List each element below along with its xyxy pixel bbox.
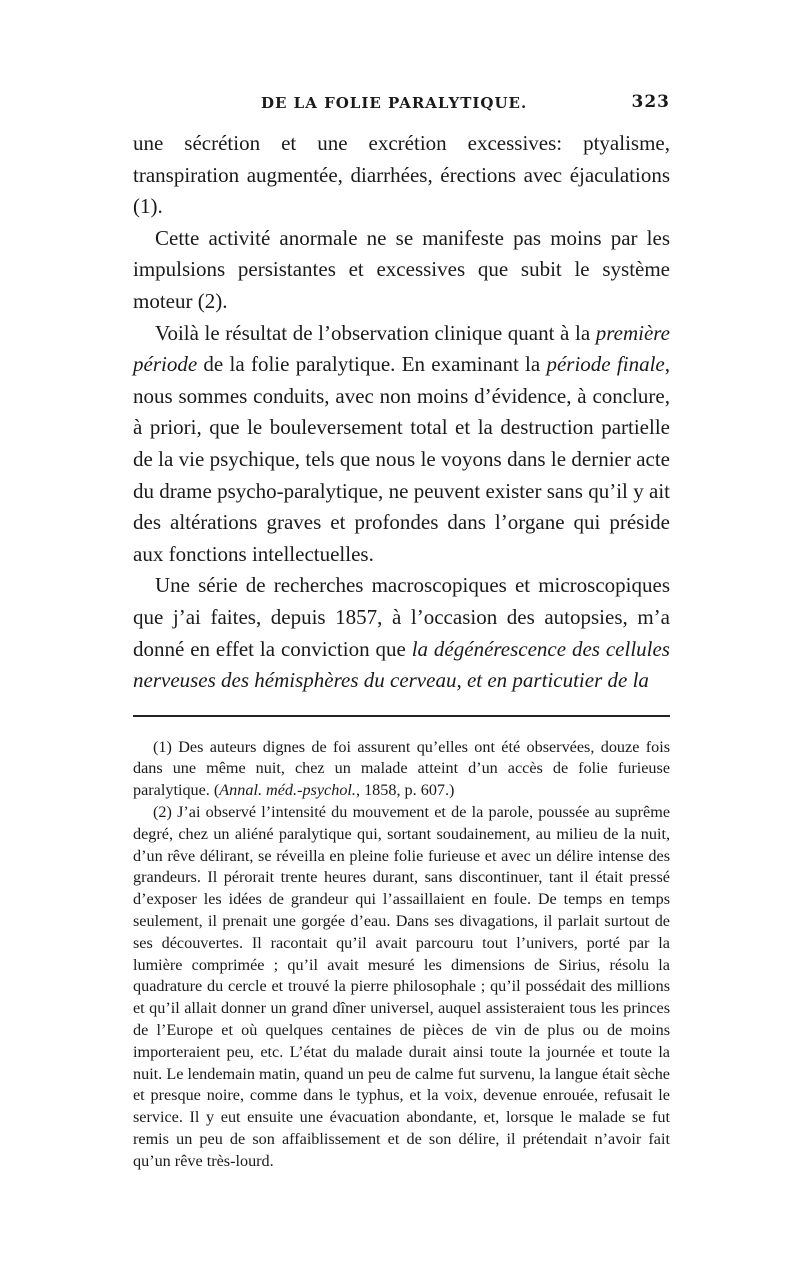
footnote-divider <box>133 715 670 717</box>
paragraph-3-italic-a: première période <box>133 320 670 377</box>
footnote-1-citation: Annal. méd.-psychol. <box>219 781 356 800</box>
page-header <box>133 92 670 122</box>
footnote-2: (2) J’ai observé l’intensité du mouvement et de la parole, poussée au suprême degré, chez un aliéné paralytique qui, sortant soudainement, au milieu de la nuit, d’un rêve délirant, se réveilla en pleine folie furieuse et avec un délire intense des grandeurs. Il pérorait trente heures durant, sans discontinuer, tant il était pressé d’exposer les idées de grandeur qui l’assaillaient en foule. De temps en temps seulement, il prenait une gorgée d’eau. Dans ses divagations, il parlait surtout de ses découvertes. Il racontait qu’il avait parcouru tout l’univers, porté par la lumière comprimée ; qu’il avait mesuré les dimensions de Sirius, résolu la quadrature du cercle et trouvé la pierre philosophale ; qu’il possédait des millions et qu’il allait donner un grand dîner universel, auquel assisteraient tous les princes de l’Europe et où quelques centaines de pièces de vin de plus ou de moins importeraient peu, etc. L’état du malade durait ainsi toute la journée et toute la nuit. Le lendemain matin, quand un peu de calme fut survenu, la langue était sèche et presque noire, comme dans le typhus, et la voix, devenue enrouée, refusait le service. Il y eut ensuite une évacuation abondante, et, lorsque le malade se fut remis un peu de son affaiblissement et de son délire, il prétendait n’avoir fait qu’un rêve très-lourd. <box>133 803 670 1170</box>
paragraph-4 <box>133 570 670 696</box>
footnote-1-text-a: (1) Des auteurs dignes de foi assurent qu’elles ont été observées, douze fois dans une même nuit, chez un malade atteint d’un accès de folie furieuse paralytique. ( <box>133 737 670 800</box>
footnote-1 <box>133 737 670 802</box>
paragraph-3-text-a: Voilà le résultat de l’observation clinique quant à la <box>155 320 596 345</box>
book-page <box>133 92 670 1173</box>
running-title: DE LA FOLIE PARALYTIQUE. <box>261 94 528 112</box>
page-number: 323 <box>631 92 670 112</box>
paragraph-1: une sécrétion et une excrétion excessives: ptyalisme, transpiration augmentée, diarrhées, érections avec éjaculations (1). <box>133 131 670 219</box>
paragraph-4-text: Une série de recherches macroscopiques et microscopiques que j’ai faites, depuis 1857, à l’occasion des autopsies, m’a donné en effet la conviction que <box>133 573 670 661</box>
paragraph-3 <box>133 318 670 571</box>
main-text <box>133 128 670 697</box>
paragraph-3-italic-b: période finale <box>546 352 665 377</box>
footnote-1-text-b: , 1858, p. 607.) <box>355 781 455 800</box>
paragraph-4-italic: la dégénérescence des cellules nerveuses des hémisphères du cerveau, et en particutier de la <box>133 636 670 693</box>
footnotes <box>133 737 670 1173</box>
paragraph-2: Cette activité anormale ne se manifeste pas moins par les impulsions persistantes et excessives que subit le système moteur (2). <box>133 225 670 313</box>
paragraph-3-text-c: , nous sommes conduits, avec non moins d’évidence, à conclure, à priori, que le bouleversement total et la destruction partielle de la vie psychique, tels que nous le voyons dans le dernier acte du drame psycho-paralytique, ne peuvent exister sans qu’il y ait des altérations graves et profondes dans l’organe qui préside aux fonctions intellectuelles. <box>133 352 670 566</box>
paragraph-3-text-b: de la folie paralytique. En examinant la <box>197 352 547 377</box>
